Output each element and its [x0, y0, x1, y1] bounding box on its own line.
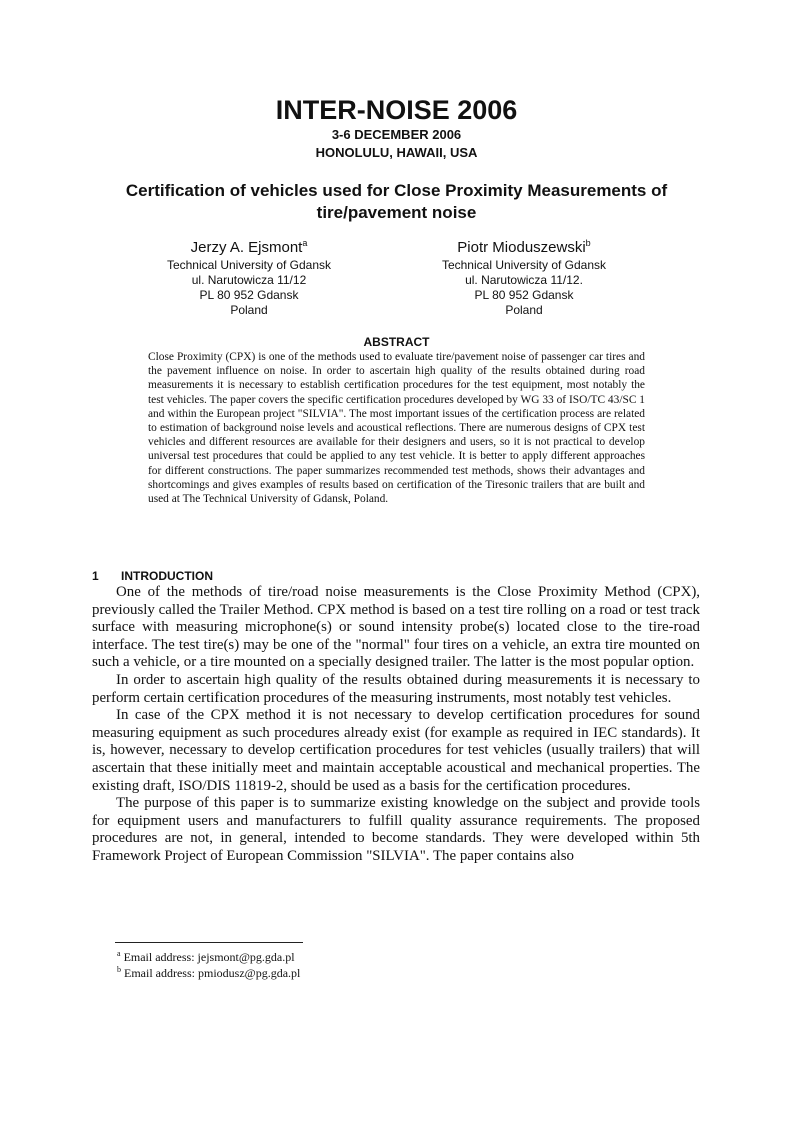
section-heading — [92, 569, 213, 584]
footnote-divider — [115, 942, 303, 943]
author-street: ul. Narutowicza 11/12. — [465, 273, 583, 287]
paper-title — [100, 180, 693, 224]
section-body — [92, 584, 700, 866]
author-affiliation: Technical University of Gdansk — [441, 258, 607, 272]
author-footnote-mark: a — [302, 238, 308, 248]
conference-dates: 3-6 DECEMBER 2006 — [331, 127, 462, 142]
paragraph: In case of the CPX method it is not necessary to develop certification procedures for sound measuring equipment as such procedures already exist (for example as required in IEC standards). It is, however, necessary to develop certification procedures for test vehicles (usually trailers) that will ascertain that these initially meet and maintain acceptable acoustical and mechanical properties. The existing draft, ISO/DIS 11819-2, should be used as a basis for the certification procedures. — [92, 707, 700, 794]
author-name: Piotr Mioduszewski — [457, 239, 586, 256]
paragraph: The purpose of this paper is to summarize existing knowledge on the subject and provide tools for equipment users and manufacturers to fulfill quality assurance requirements. The proposed procedures are not, in general, intended to become standards. They were developed within 5th Framework Project of European Commission "SILVIA". The paper contains also — [92, 795, 700, 864]
footnote-email: Email address: pmiodusz@pg.gda.pl — [124, 966, 301, 980]
paper-title-line-1: Certification of vehicles used for Close Proximity Measurements of — [125, 181, 668, 200]
footnotes — [117, 949, 517, 981]
paper-title-line-2: tire/pavement noise — [316, 203, 477, 222]
conference-title: INTER-NOISE 2006 — [275, 95, 518, 125]
author-affiliation: Technical University of Gdansk — [166, 258, 332, 272]
section-number: 1 — [92, 569, 99, 583]
abstract-text: Close Proximity (CPX) is one of the methods used to evaluate tire/pavement noise of passenger car tires and the pavement influence on noise. In order to ascertain high quality of the results obtained during road measurements it is necessary to establish certification procedures for the test equipment, most notably the test vehicles. The paper covers the specific certification procedures developed by WG 33 of ISO/TC 43/SC 1 and within the European project "SILVIA". The most important issues of the certification process are related to estimation of background noise levels and acoustical reflections. There are numerous designs of CPX test vehicles and different resources are available for their designers and users, so it is not practical to develop universal test procedures that could be applied to any test vehicle. It is better to apply different approaches for different constructions. The paper summarizes recommended test methods, shows their advantages and shortcomings and gives examples of results based on certification of the Tiresonic trailers that are built and used at The Technical University of Gdansk, Poland. — [148, 351, 645, 506]
author-country: Poland — [230, 303, 268, 317]
paragraph: One of the methods of tire/road noise measurements is the Close Proximity Method (CPX), previously called the Trailer Method. CPX method is based on a test tire rolling on a road or test track surface with measuring microphone(s) or sound intensity probe(s) located close to the tire-road interface. The test tire(s) may be one of the "normal" four tires on a vehicle, an extra tire mounted on such a vehicle, or a tire mounted on a specially designed trailer. The latter is the most popular option. — [92, 584, 700, 671]
author-country: Poland — [505, 303, 543, 317]
footnote — [117, 949, 517, 965]
author-footnote-mark: b — [585, 238, 591, 248]
author-block-2 — [404, 238, 644, 318]
author-city: PL 80 952 Gdansk — [199, 288, 299, 302]
section-title: INTRODUCTION — [121, 569, 213, 583]
author-name-1 — [129, 238, 369, 258]
author-name-2 — [404, 238, 644, 258]
footnote — [117, 965, 517, 981]
footnote-mark: a — [117, 949, 121, 958]
paragraph: In order to ascertain high quality of the results obtained during measurements it is necessary to perform certain certification procedures of the measuring instruments, most notably test vehicles. — [92, 671, 700, 706]
abstract-heading: ABSTRACT — [363, 335, 430, 349]
author-street: ul. Narutowicza 11/12 — [191, 273, 307, 287]
footnote-email: Email address: jejsmont@pg.gda.pl — [123, 950, 295, 964]
conference-location: HONOLULU, HAWAII, USA — [315, 145, 478, 160]
author-name: Jerzy A. Ejsmont — [190, 239, 303, 256]
author-block-1 — [129, 238, 369, 318]
footnote-mark: b — [117, 965, 121, 974]
author-city: PL 80 952 Gdansk — [474, 288, 574, 302]
